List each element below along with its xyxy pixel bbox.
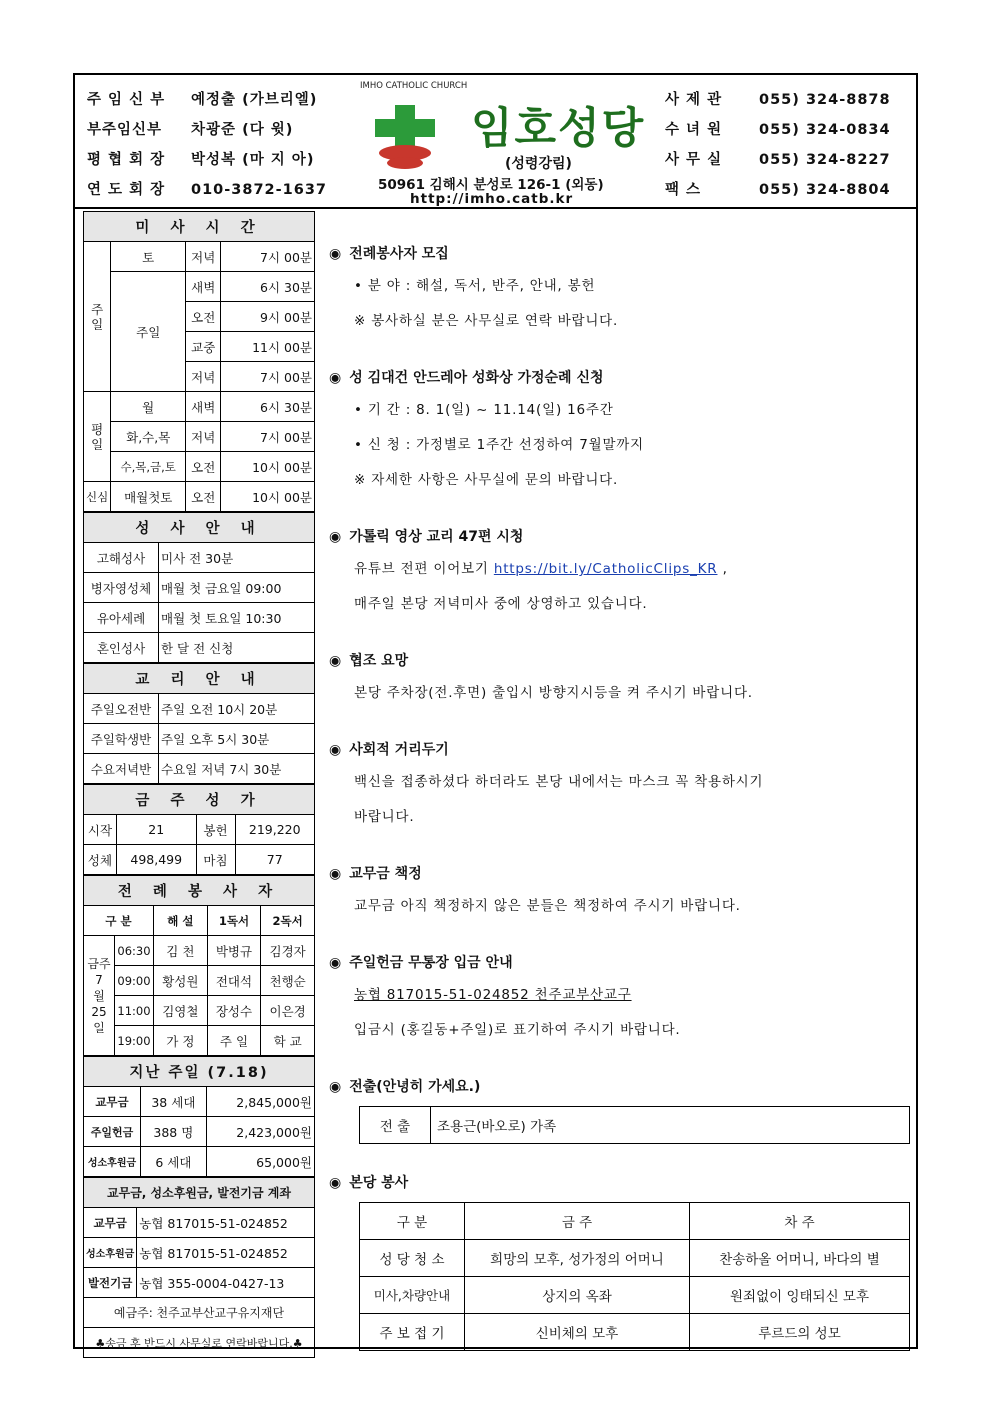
mass-hour: 10시 00분 bbox=[221, 452, 315, 482]
offering-label: 교무금 bbox=[84, 1087, 141, 1117]
sacrament-label: 고해성사 bbox=[84, 543, 159, 573]
sacrament-label: 병자영성체 bbox=[84, 573, 159, 603]
hymn-number: 77 bbox=[235, 845, 315, 875]
sacrament-value: 미사 전 30분 bbox=[159, 543, 315, 573]
notice-heading bbox=[329, 735, 914, 765]
mass-hour: 6시 30분 bbox=[221, 272, 315, 302]
sidebar bbox=[83, 211, 317, 1358]
catechism-title: 교 리 안 내 bbox=[84, 664, 315, 694]
server-name: 황성원 bbox=[154, 966, 208, 996]
notice-line: 바랍니다. bbox=[354, 809, 415, 825]
mass-session: 오전 bbox=[186, 452, 221, 482]
service-group: 루르드의 성모 bbox=[690, 1314, 910, 1351]
role-value: 차광준 (다 윗) bbox=[191, 122, 294, 138]
contact-label: 사 제 관 bbox=[665, 92, 723, 108]
mass-day: 매월첫토 bbox=[111, 482, 186, 512]
sacrament-value: 매월 첫 금요일 09:00 bbox=[159, 573, 315, 603]
contact-number: 055) 324-8878 bbox=[759, 92, 891, 108]
notice-section bbox=[329, 1168, 914, 1351]
clergy-list bbox=[87, 85, 327, 205]
server-time: 09:00 bbox=[115, 966, 154, 996]
catechism-label: 수요저녁반 bbox=[84, 754, 159, 784]
youtube-link[interactable]: https://bit.ly/CatholicClips_KR bbox=[493, 561, 718, 577]
mass-session: 새벽 bbox=[186, 272, 221, 302]
clergy-row bbox=[87, 115, 327, 145]
mass-day: 화,수,목 bbox=[111, 422, 186, 452]
catechism-label: 주일학생반 bbox=[84, 724, 159, 754]
notice-title: 사회적 거리두기 bbox=[349, 742, 449, 758]
notice-heading bbox=[329, 948, 914, 978]
server-name: 가 정 bbox=[154, 1026, 208, 1056]
mass-session: 교중 bbox=[186, 332, 221, 362]
offering-amount: 2,845,000원 bbox=[206, 1087, 314, 1117]
catechism-label: 주일오전반 bbox=[84, 694, 159, 724]
notice-section bbox=[329, 948, 914, 1048]
servers-table bbox=[83, 875, 315, 1056]
sacrament-table bbox=[83, 512, 315, 663]
bullet-icon: ◉ bbox=[329, 866, 342, 882]
sunday-group-label: 주 일 bbox=[84, 242, 111, 392]
account-note: ♣송금 후 반드시 사무실로 연락바랍니다.♣ bbox=[84, 1328, 315, 1358]
notice-line: ※ 자세한 사항은 사무실에 문의 바랍니다. bbox=[354, 472, 619, 488]
catechism-value: 주일 오후 5시 30분 bbox=[159, 724, 315, 754]
hymn-number: 21 bbox=[117, 815, 197, 845]
church-subtitle: (성령강림) bbox=[505, 156, 572, 172]
sacrament-label: 혼인성사 bbox=[84, 633, 159, 663]
hymn-table bbox=[83, 784, 315, 875]
mass-session: 저녁 bbox=[186, 242, 221, 272]
offering-amount: 65,000원 bbox=[206, 1147, 314, 1177]
sacrament-label: 유아세례 bbox=[84, 603, 159, 633]
sacrament-value: 매월 첫 토요일 10:30 bbox=[159, 603, 315, 633]
hymn-title: 금 주 성 가 bbox=[84, 785, 315, 815]
mass-session: 새벽 bbox=[186, 392, 221, 422]
service-role: 성 당 청 소 bbox=[360, 1240, 465, 1277]
contact-number: 055) 324-8227 bbox=[759, 152, 891, 168]
weekday-group-label: 평 일 bbox=[84, 392, 111, 482]
bullet-icon: ◉ bbox=[329, 370, 342, 386]
service-head: 구 분 bbox=[360, 1203, 465, 1240]
bullet-icon: ◉ bbox=[329, 246, 342, 262]
servers-head: 구 분 bbox=[84, 906, 154, 936]
mass-hour: 11시 00분 bbox=[221, 332, 315, 362]
mass-day: 수,목,금,토 bbox=[111, 452, 186, 482]
notice-section bbox=[329, 1072, 914, 1144]
offering-count: 388 명 bbox=[141, 1117, 207, 1147]
servers-head: 해 설 bbox=[154, 906, 208, 936]
mass-session: 저녁 bbox=[186, 422, 221, 452]
hymn-label: 성체 bbox=[84, 845, 117, 875]
notice-line: 교무금 아직 책정하지 않은 분들은 책정하여 주시기 바랍니다. bbox=[354, 898, 741, 914]
notice-heading bbox=[329, 239, 914, 269]
hymn-number: 219,220 bbox=[235, 815, 315, 845]
notice-title: 본당 봉사 bbox=[349, 1175, 409, 1191]
notice-text: , bbox=[717, 561, 728, 577]
sacrament-title: 성 사 안 내 bbox=[84, 513, 315, 543]
server-name: 천행순 bbox=[261, 966, 315, 996]
notice-line: 입금시 (홍길동+주일)로 표기하여 주시기 바랍니다. bbox=[354, 1022, 681, 1038]
mass-day: 토 bbox=[111, 242, 186, 272]
contact-list bbox=[665, 85, 891, 205]
bullet-icon: ◉ bbox=[329, 1079, 342, 1095]
servers-head: 1독서 bbox=[207, 906, 261, 936]
mass-hour: 7시 00분 bbox=[221, 362, 315, 392]
notice-title: 교무금 책정 bbox=[349, 866, 422, 882]
server-name: 김영철 bbox=[154, 996, 208, 1026]
mass-times-title: 미 사 시 간 bbox=[84, 212, 315, 242]
bank-account: 농협 817015-51-024852 천주교부산교구 bbox=[354, 987, 632, 1003]
role-label: 부주임신부 bbox=[87, 122, 163, 138]
clergy-row bbox=[87, 145, 327, 175]
bullet-icon: ◉ bbox=[329, 1175, 342, 1191]
server-name: 이은경 bbox=[261, 996, 315, 1026]
header bbox=[75, 75, 916, 209]
offering-label: 주일헌금 bbox=[84, 1117, 141, 1147]
notice-line: ※ 봉사하실 분은 사무실로 연락 바랍니다. bbox=[354, 313, 619, 329]
mass-session: 오전 bbox=[186, 302, 221, 332]
notice-heading bbox=[329, 363, 914, 393]
accounts-table bbox=[83, 1177, 315, 1358]
account-number: 농협 817015-51-024852 bbox=[137, 1238, 315, 1268]
church-url[interactable]: http://imho.catb.kr bbox=[410, 191, 574, 207]
notice-section bbox=[329, 239, 914, 339]
role-value: 010-3872-1637 bbox=[191, 182, 328, 198]
catechism-table bbox=[83, 663, 315, 784]
account-number: 농협 817015-51-024852 bbox=[137, 1208, 315, 1238]
service-role: 주 보 접 기 bbox=[360, 1314, 465, 1351]
service-table bbox=[359, 1202, 910, 1351]
server-time: 19:00 bbox=[115, 1026, 154, 1056]
contact-row bbox=[665, 175, 891, 205]
notices bbox=[329, 239, 914, 1375]
notice-heading bbox=[329, 859, 914, 889]
contact-number: 055) 324-8804 bbox=[759, 182, 891, 198]
notice-line bbox=[329, 978, 914, 1013]
church-logo bbox=[355, 81, 665, 207]
contact-label: 수 녀 원 bbox=[665, 122, 723, 138]
notice-line: 매주일 본당 저녁미사 중에 상영하고 있습니다. bbox=[354, 596, 648, 612]
contact-row bbox=[665, 85, 891, 115]
servers-date: 금주 7 월 25 일 bbox=[84, 936, 115, 1056]
bullet-icon: ◉ bbox=[329, 955, 342, 971]
clergy-row bbox=[87, 175, 327, 205]
server-name: 전대석 bbox=[207, 966, 261, 996]
notice-title: 전례봉사자 모집 bbox=[349, 246, 449, 262]
notice-title: 가톨릭 영상 교리 47편 시청 bbox=[349, 529, 524, 545]
notice-heading bbox=[329, 646, 914, 676]
hymn-label: 마침 bbox=[196, 845, 235, 875]
logo-arc-text: IMHO CATHOLIC CHURCH bbox=[360, 81, 468, 91]
role-label: 평 협 회 장 bbox=[87, 152, 166, 168]
hymn-number: 498,499 bbox=[117, 845, 197, 875]
offering-count: 38 세대 bbox=[141, 1087, 207, 1117]
transfer-label: 전 출 bbox=[360, 1107, 431, 1144]
church-name: 임호성당 bbox=[471, 104, 646, 154]
notice-section bbox=[329, 363, 914, 498]
contact-row bbox=[665, 145, 891, 175]
account-owner: 예금주: 천주교부산교구유지재단 bbox=[84, 1298, 315, 1328]
service-group: 희망의 모후, 성가정의 어머니 bbox=[465, 1240, 690, 1277]
clergy-row bbox=[87, 85, 327, 115]
last-week-title: 지난 주일 (7.18) bbox=[84, 1057, 315, 1087]
server-name: 김 천 bbox=[154, 936, 208, 966]
hymn-label: 시작 bbox=[84, 815, 117, 845]
contact-row bbox=[665, 115, 891, 145]
offering-amount: 2,423,000원 bbox=[206, 1117, 314, 1147]
server-name: 장성수 bbox=[207, 996, 261, 1026]
notice-line bbox=[329, 552, 914, 587]
contact-number: 055) 324-0834 bbox=[759, 122, 891, 138]
account-number: 농협 355-0004-0427-13 bbox=[137, 1268, 315, 1298]
notice-line: • 신 청 : 가정별로 1주간 선정하여 7월말까지 bbox=[354, 437, 644, 453]
mass-session: 오전 bbox=[186, 482, 221, 512]
hymn-label: 봉헌 bbox=[196, 815, 235, 845]
notice-title: 주일헌금 무통장 입금 안내 bbox=[349, 955, 513, 971]
notice-line: 본당 주차장(전.후면) 출입시 방향지시등을 켜 주시기 바랍니다. bbox=[354, 685, 753, 701]
account-label: 발전기금 bbox=[84, 1268, 137, 1298]
notice-line: • 분 야 : 해설, 독서, 반주, 안내, 봉헌 bbox=[354, 278, 596, 294]
server-time: 06:30 bbox=[115, 936, 154, 966]
transfer-table bbox=[359, 1106, 910, 1144]
offering-count: 6 세대 bbox=[141, 1147, 207, 1177]
mass-day: 월 bbox=[111, 392, 186, 422]
mass-hour: 7시 00분 bbox=[221, 242, 315, 272]
service-group: 신비체의 모후 bbox=[465, 1314, 690, 1351]
role-label: 주 임 신 부 bbox=[87, 92, 166, 108]
bullet-icon: ◉ bbox=[329, 529, 342, 545]
notice-heading bbox=[329, 1168, 914, 1198]
mass-hour: 9시 00분 bbox=[221, 302, 315, 332]
notice-line: 백신을 접종하셨다 하더라도 본당 내에서는 마스크 꼭 착용하시기 bbox=[354, 774, 764, 790]
notice-title: 성 김대건 안드레아 성화상 가정순례 신청 bbox=[349, 370, 604, 386]
service-head: 차 주 bbox=[690, 1203, 910, 1240]
notice-section bbox=[329, 646, 914, 711]
cross-logo-icon bbox=[375, 105, 437, 171]
bullet-icon: ◉ bbox=[329, 653, 342, 669]
service-role: 미사,차량안내 bbox=[360, 1277, 465, 1314]
mass-session: 저녁 bbox=[186, 362, 221, 392]
role-value: 예정출 (가브리엘) bbox=[191, 92, 318, 108]
mass-hour: 10시 00분 bbox=[221, 482, 315, 512]
notice-heading bbox=[329, 522, 914, 552]
bulletin-frame bbox=[73, 73, 918, 1349]
notice-line: • 기 간 : 8. 1(일) ~ 11.14(일) 16주간 bbox=[354, 402, 614, 418]
offering-label: 성소후원금 bbox=[84, 1147, 141, 1177]
sinsim-label: 신심 bbox=[84, 482, 111, 512]
notice-section bbox=[329, 735, 914, 835]
contact-label: 팩 스 bbox=[665, 182, 702, 198]
role-value: 박성복 (마 지 아) bbox=[191, 152, 315, 168]
notice-section bbox=[329, 859, 914, 924]
church-address: 50961 김해시 분성로 126-1 (외동) bbox=[378, 177, 604, 193]
servers-title: 전 례 봉 사 자 bbox=[84, 876, 315, 906]
notice-heading bbox=[329, 1072, 914, 1102]
server-name: 주 일 bbox=[207, 1026, 261, 1056]
last-week-table bbox=[83, 1056, 315, 1177]
mass-hour: 6시 30분 bbox=[221, 392, 315, 422]
service-head: 금 주 bbox=[465, 1203, 690, 1240]
servers-head: 2독서 bbox=[261, 906, 315, 936]
account-label: 성소후원금 bbox=[84, 1238, 137, 1268]
transfer-value: 조용근(바오로) 가족 bbox=[431, 1107, 910, 1144]
server-name: 박병규 bbox=[207, 936, 261, 966]
mass-times-table bbox=[83, 211, 315, 512]
service-group: 원죄없이 잉태되신 모후 bbox=[690, 1277, 910, 1314]
sacrament-value: 한 달 전 신청 bbox=[159, 633, 315, 663]
server-name: 김경자 bbox=[261, 936, 315, 966]
notice-title: 협조 요망 bbox=[349, 653, 409, 669]
service-group: 상지의 옥좌 bbox=[465, 1277, 690, 1314]
mass-hour: 7시 00분 bbox=[221, 422, 315, 452]
notice-section bbox=[329, 522, 914, 622]
catechism-value: 주일 오전 10시 20분 bbox=[159, 694, 315, 724]
bullet-icon: ◉ bbox=[329, 742, 342, 758]
mass-day: 주일 bbox=[111, 272, 186, 392]
server-name: 학 교 bbox=[261, 1026, 315, 1056]
role-label: 연 도 회 장 bbox=[87, 182, 166, 198]
contact-label: 사 무 실 bbox=[665, 152, 723, 168]
catechism-value: 수요일 저녁 7시 30분 bbox=[159, 754, 315, 784]
account-label: 교무금 bbox=[84, 1208, 137, 1238]
server-time: 11:00 bbox=[115, 996, 154, 1026]
service-group: 찬송하올 어머니, 바다의 별 bbox=[690, 1240, 910, 1277]
notice-title: 전출(안녕히 가세요.) bbox=[349, 1079, 481, 1095]
accounts-title: 교무금, 성소후원금, 발전기금 계좌 bbox=[84, 1178, 315, 1208]
notice-text: 유튜브 전편 이어보기 bbox=[354, 561, 494, 577]
